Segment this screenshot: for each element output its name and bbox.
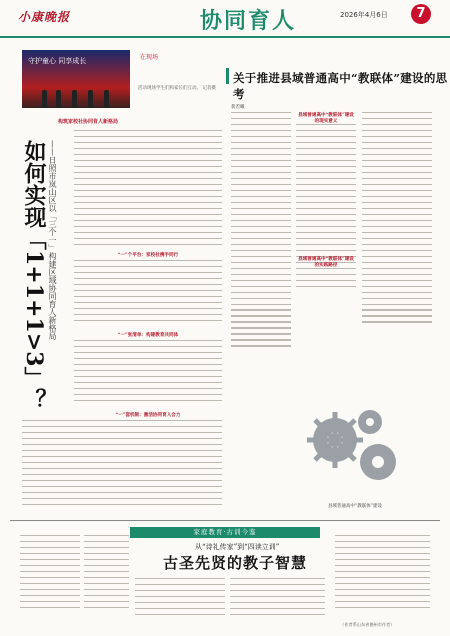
main-headline: 如何实现「1+1+1>3」？	[21, 140, 47, 411]
bottom-kicker: 从“诗礼传家”到“四读立训”	[195, 543, 280, 551]
section-divider	[10, 520, 440, 521]
gears-illustration	[300, 400, 410, 500]
section-heading: “一”个平台：家校社携手同行	[117, 253, 179, 258]
main-subheadline: ——日照市岚山区以「三个一」构建区域协同育人新格局	[48, 140, 57, 340]
article-body-block	[335, 535, 430, 615]
location-badge: 在现场	[140, 54, 159, 61]
section-heading: 县域普通高中“教联体”建设的现实意义	[298, 113, 354, 124]
article-footer: （作者系山东省德州市作者）	[340, 622, 395, 627]
photo-stage-text: 守护童心 同享成长	[28, 57, 87, 65]
page-number: 7	[411, 4, 431, 24]
article-body-block	[74, 340, 222, 410]
section-heading: 县域普通高中“教联体”建设的实践路径	[298, 257, 354, 268]
masthead-divider	[0, 36, 450, 38]
article-body-block	[74, 130, 222, 250]
section-title: 协同育人	[200, 8, 297, 34]
column-banner: 家庭教育·古训今鉴	[130, 527, 320, 538]
masthead	[0, 0, 450, 44]
issue-date: 2026年4月6日	[340, 11, 388, 19]
section-heading: “一”套机制：激活协同育人合力	[115, 413, 181, 418]
bottom-title: 古圣先贤的教子智慧	[163, 554, 308, 572]
article-body-block	[84, 535, 129, 615]
right-article-title: 关于推进县域普通高中“教联体”建设的思考	[233, 71, 448, 101]
person-figure	[56, 90, 61, 108]
right-article-author: 裴若曦	[231, 105, 245, 110]
person-figure	[42, 90, 47, 108]
article-body-block	[22, 420, 222, 515]
newspaper-logo: 小康晚报	[18, 10, 71, 24]
section-heading: “一”张清单：构建教育共同体	[117, 333, 179, 338]
photo-caption: 活动现场学生们和家长们互动。 记者摄	[138, 86, 216, 91]
article-blurb: 构筑家校社协同育人新格局	[58, 119, 119, 125]
person-figure	[72, 90, 77, 108]
article-body-block	[135, 578, 225, 618]
article-body-block	[230, 578, 325, 618]
gear-caption: 县域普通高中“教联体”建设	[327, 504, 383, 509]
person-figure	[88, 90, 93, 108]
event-photo	[22, 50, 130, 108]
article-body-block	[20, 535, 80, 615]
person-figure	[104, 90, 109, 108]
article-body-block	[231, 112, 291, 512]
title-accent-bar	[226, 68, 229, 84]
article-body-block	[74, 260, 222, 330]
